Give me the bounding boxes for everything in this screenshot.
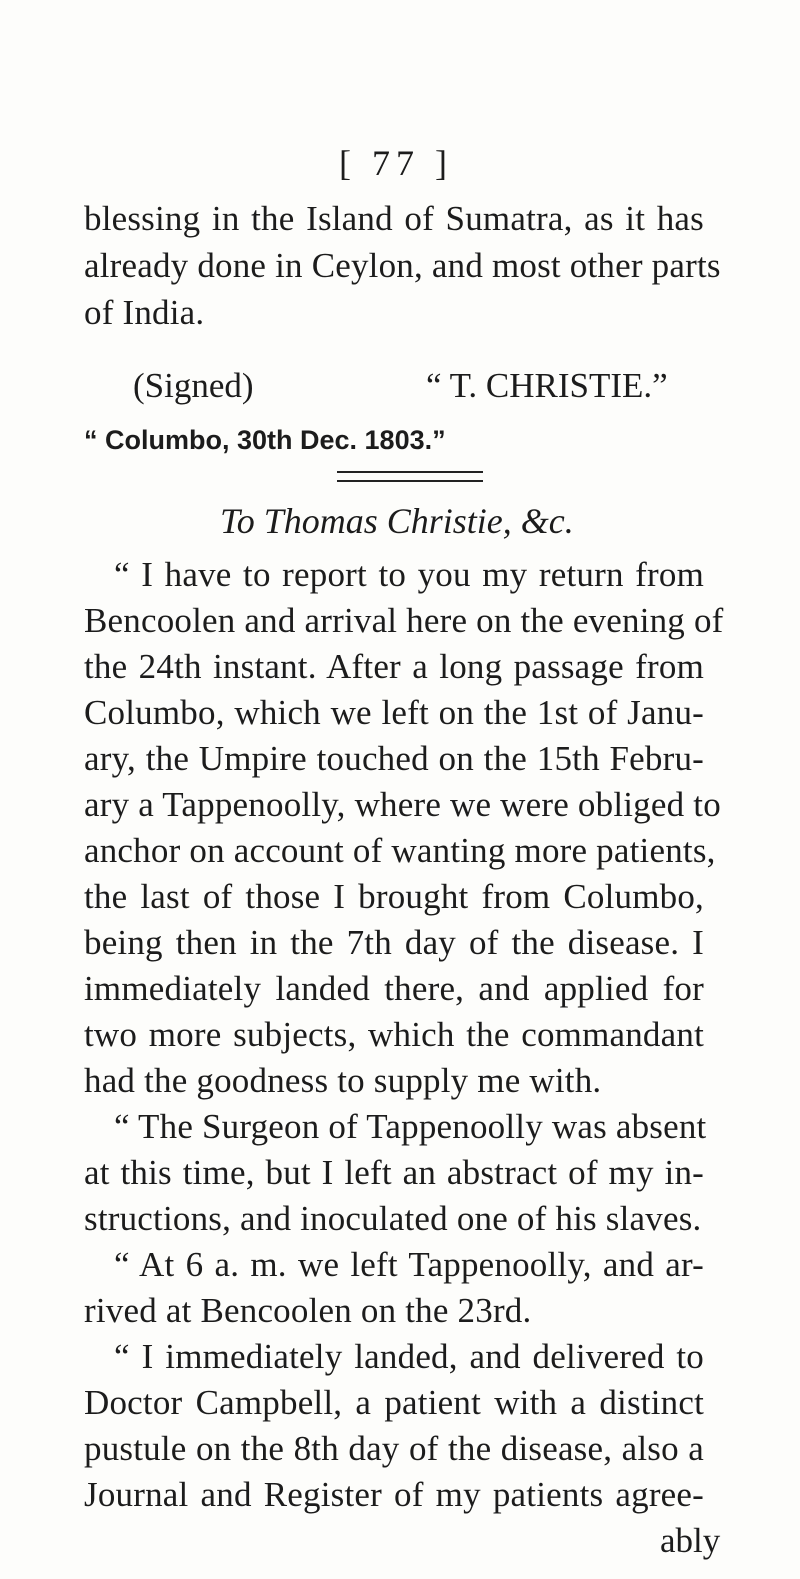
text-line: anchor on account of wanting more patients, <box>84 831 716 870</box>
text-line: “ The Surgeon of Tappenoolly was absent <box>114 1107 707 1146</box>
signature-label: (Signed) <box>133 366 254 405</box>
text-line: immediately landed there, and applied for <box>84 969 704 1008</box>
page-number: [ 77 ] <box>339 143 453 183</box>
text-line: Doctor Campbell, a patient with a distinct <box>84 1383 704 1422</box>
text-line: already done in Ceylon, and most other parts <box>84 246 721 285</box>
text-line: Bencoolen and arrival here on the evening of <box>84 601 724 640</box>
text-line: two more subjects, which the commandant <box>84 1015 704 1054</box>
dateline: “ Columbo, 30th Dec. 1803.” <box>84 425 446 455</box>
text-line: the last of those I brought from Columbo, <box>84 877 704 916</box>
signature-name: “ T. CHRISTIE.” <box>426 366 668 405</box>
text-line: Columbo, which we left on the 1st of Janu- <box>84 693 704 732</box>
text-line: “ I immediately landed, and delivered to <box>114 1337 704 1376</box>
text-line: had the goodness to supply me with. <box>84 1061 602 1100</box>
text-line: Journal and Register of my patients agree- <box>84 1475 704 1514</box>
letter-heading: To Thomas Christie, &c. <box>220 501 574 541</box>
text-line: “ I have to report to you my return from <box>114 555 704 594</box>
text-line: at this time, but I left an abstract of my in- <box>84 1153 704 1192</box>
text-line: ary, the Umpire touched on the 15th Febru- <box>84 739 704 778</box>
text-line: pustule on the 8th day of the disease, also a <box>84 1429 704 1468</box>
double-rule-divider <box>337 471 483 482</box>
text-line: structions, and inoculated one of his slaves. <box>84 1199 702 1238</box>
text-line: ary a Tappenoolly, where we were obliged to <box>84 785 721 824</box>
text-line: of India. <box>84 293 205 332</box>
text-line: “ At 6 a. m. we left Tappenoolly, and ar- <box>114 1245 704 1284</box>
text-line: the 24th instant. After a long passage from <box>84 647 704 686</box>
text-line: rived at Bencoolen on the 23rd. <box>84 1291 532 1330</box>
text-line: blessing in the Island of Sumatra, as it has <box>84 199 704 238</box>
text-line: being then in the 7th day of the disease. I <box>84 923 704 962</box>
catchword: ably <box>660 1521 721 1560</box>
